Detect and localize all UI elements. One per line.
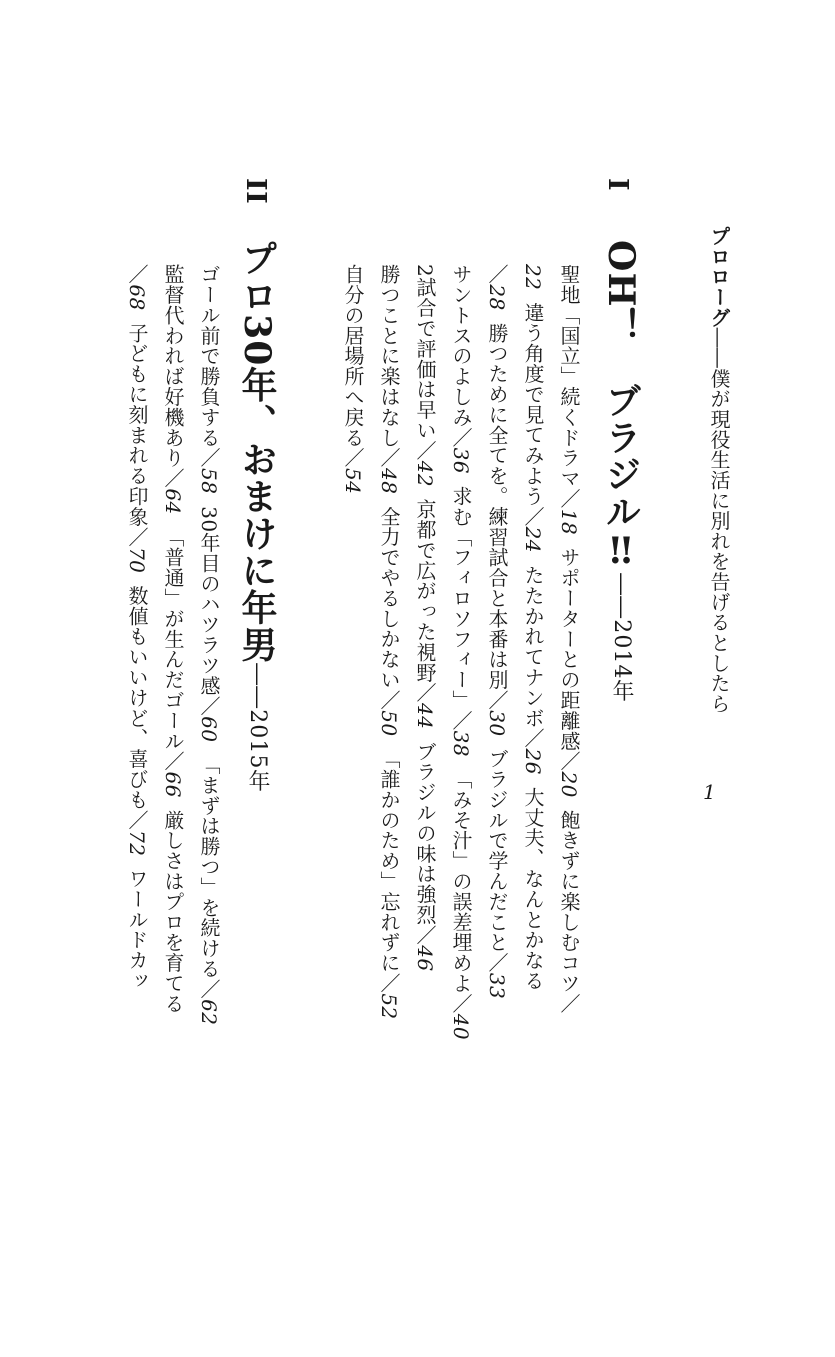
chapter-2-year: 2015年: [245, 709, 270, 793]
toc-entry-page-number: 64: [161, 488, 185, 515]
chapter1-line: [343, 264, 363, 494]
toc-entry-title: 30年目のハツラツ感／: [197, 506, 221, 717]
toc-entry-page-number: 24: [521, 526, 545, 553]
toc-entry-title: 「みそ汁」の誤差埋めよ／: [449, 768, 473, 1014]
toc-entry-title: たたかれてナンボ／: [521, 564, 545, 749]
toc-entry-title: サントスのよしみ／: [449, 264, 473, 448]
toc-entry-title: ゴール前で勝負する／: [197, 264, 221, 468]
chapter1-line: [451, 264, 471, 1040]
toc-entry-title: 2試合で評価は早い／: [413, 264, 437, 461]
toc-entry-page-number: 38: [449, 730, 473, 757]
toc-entry-page-number: 44: [413, 702, 437, 730]
toc-entry-title: 京都で広がった視野／: [413, 498, 437, 703]
chapter-1-title: OH！ ブラジル‼: [600, 240, 642, 574]
toc-entry-title: 勝つことに楽はなし／: [377, 264, 401, 468]
toc-entry-title: 自分の居場所へ戻る／: [341, 264, 365, 468]
toc-entry-title: 求む「フィロソフィー」／: [449, 485, 473, 731]
toc-entry-title: ／: [125, 264, 149, 285]
toc-entry-title: 厳しさはプロを育てる: [161, 809, 185, 1014]
toc-entry-page-number: 30: [485, 710, 509, 737]
prologue-dash: ――: [707, 327, 731, 369]
toc-entry-page-number: 54: [341, 468, 365, 495]
toc-entry-title: 全力でやるしかない／: [377, 506, 401, 711]
toc-entry-title: 監督代われば好機あり／: [161, 264, 185, 489]
chapter2-line: [199, 264, 219, 1025]
chapter2-line: [163, 264, 183, 1014]
chapter-2-heading: [236, 240, 278, 793]
toc-entry-page-number: 33: [485, 972, 509, 1000]
toc-entry-title: 子どもに刻まれる印象／: [125, 322, 149, 548]
toc-entry-page-number: 28: [485, 284, 509, 311]
toc-entry-title: ／: [485, 264, 509, 285]
toc-entry-page-number: 20: [557, 771, 581, 798]
toc-entry-title: ワールドカッ: [125, 868, 149, 991]
toc-entry-page-number: 60: [197, 716, 221, 743]
toc-entry-page-number: 62: [197, 999, 221, 1026]
toc-entry-page-number: 70: [125, 547, 149, 574]
toc-entry-page-number: 72: [125, 830, 149, 857]
prologue-entry: [709, 226, 729, 714]
chapter-2-title: プロ30年、おまけに年男: [236, 240, 278, 664]
toc-entry-page-number: 40: [449, 1013, 473, 1040]
chapter-1-numeral: I: [602, 178, 633, 192]
chapter1-line: [487, 264, 507, 999]
chapter1-line: [559, 264, 579, 1014]
chapter-1-heading: [600, 240, 642, 703]
toc-entry-page-number: 22: [521, 264, 545, 291]
toc-entry-title: 「誰かのため」忘れずに／: [377, 748, 401, 994]
toc-entry-title: 飽きずに楽しむコツ／: [557, 809, 581, 1014]
prologue-page-number: 1: [703, 780, 716, 804]
prologue-subtitle: 僕が現役生活に別れを告げるとしたら: [707, 368, 731, 714]
chapter1-line: [523, 264, 543, 991]
chapter1-line: [379, 264, 399, 1020]
chapter1-line: [415, 264, 435, 971]
toc-entry-title: 数値もいいけど、喜びも／: [125, 585, 149, 831]
toc-entry-page-number: 26: [521, 748, 545, 775]
chapter2-line: [127, 264, 147, 991]
toc-entry-page-number: 68: [125, 284, 149, 311]
toc-entry-title: サポーターとの距離感／: [557, 547, 581, 772]
toc-entry-title: 勝つために全てを。練習試合と本番は別／: [485, 322, 509, 711]
toc-entry-page-number: 66: [161, 771, 185, 798]
toc-entry-page-number: 46: [413, 945, 437, 972]
toc-entry-page-number: 18: [557, 508, 581, 536]
toc-entry-page-number: 52: [377, 993, 401, 1020]
toc-entry-title: 「普通」が生んだゴール／: [161, 526, 185, 772]
toc-entry-title: 大丈夫、なんとかなる: [521, 786, 545, 991]
toc-entry-page-number: 36: [449, 447, 473, 474]
toc-entry-page-number: 48: [377, 468, 401, 495]
toc-entry-title: ブラジルで学んだこと／: [485, 748, 509, 973]
toc-entry-page-number: 50: [377, 710, 401, 737]
toc-entry-page-number: 58: [197, 468, 221, 495]
toc-entry-title: ブラジルの味は強烈／: [413, 741, 437, 946]
prologue-title: プロローグ: [707, 226, 731, 328]
chapter-2-numeral: II: [240, 178, 271, 205]
toc-entry-page-number: 42: [413, 460, 437, 487]
toc-entry-title: 「まずは勝つ」を続ける／: [197, 754, 221, 1000]
toc-entry-title: 違う角度で見てみよう／: [521, 302, 545, 527]
chapter-1-year: 2014年: [609, 619, 634, 703]
toc-entry-title: 聖地「国立」続くドラマ／: [557, 264, 581, 509]
chapter-2-dash: ――: [245, 663, 270, 710]
chapter-1-dash: ――: [609, 573, 634, 620]
